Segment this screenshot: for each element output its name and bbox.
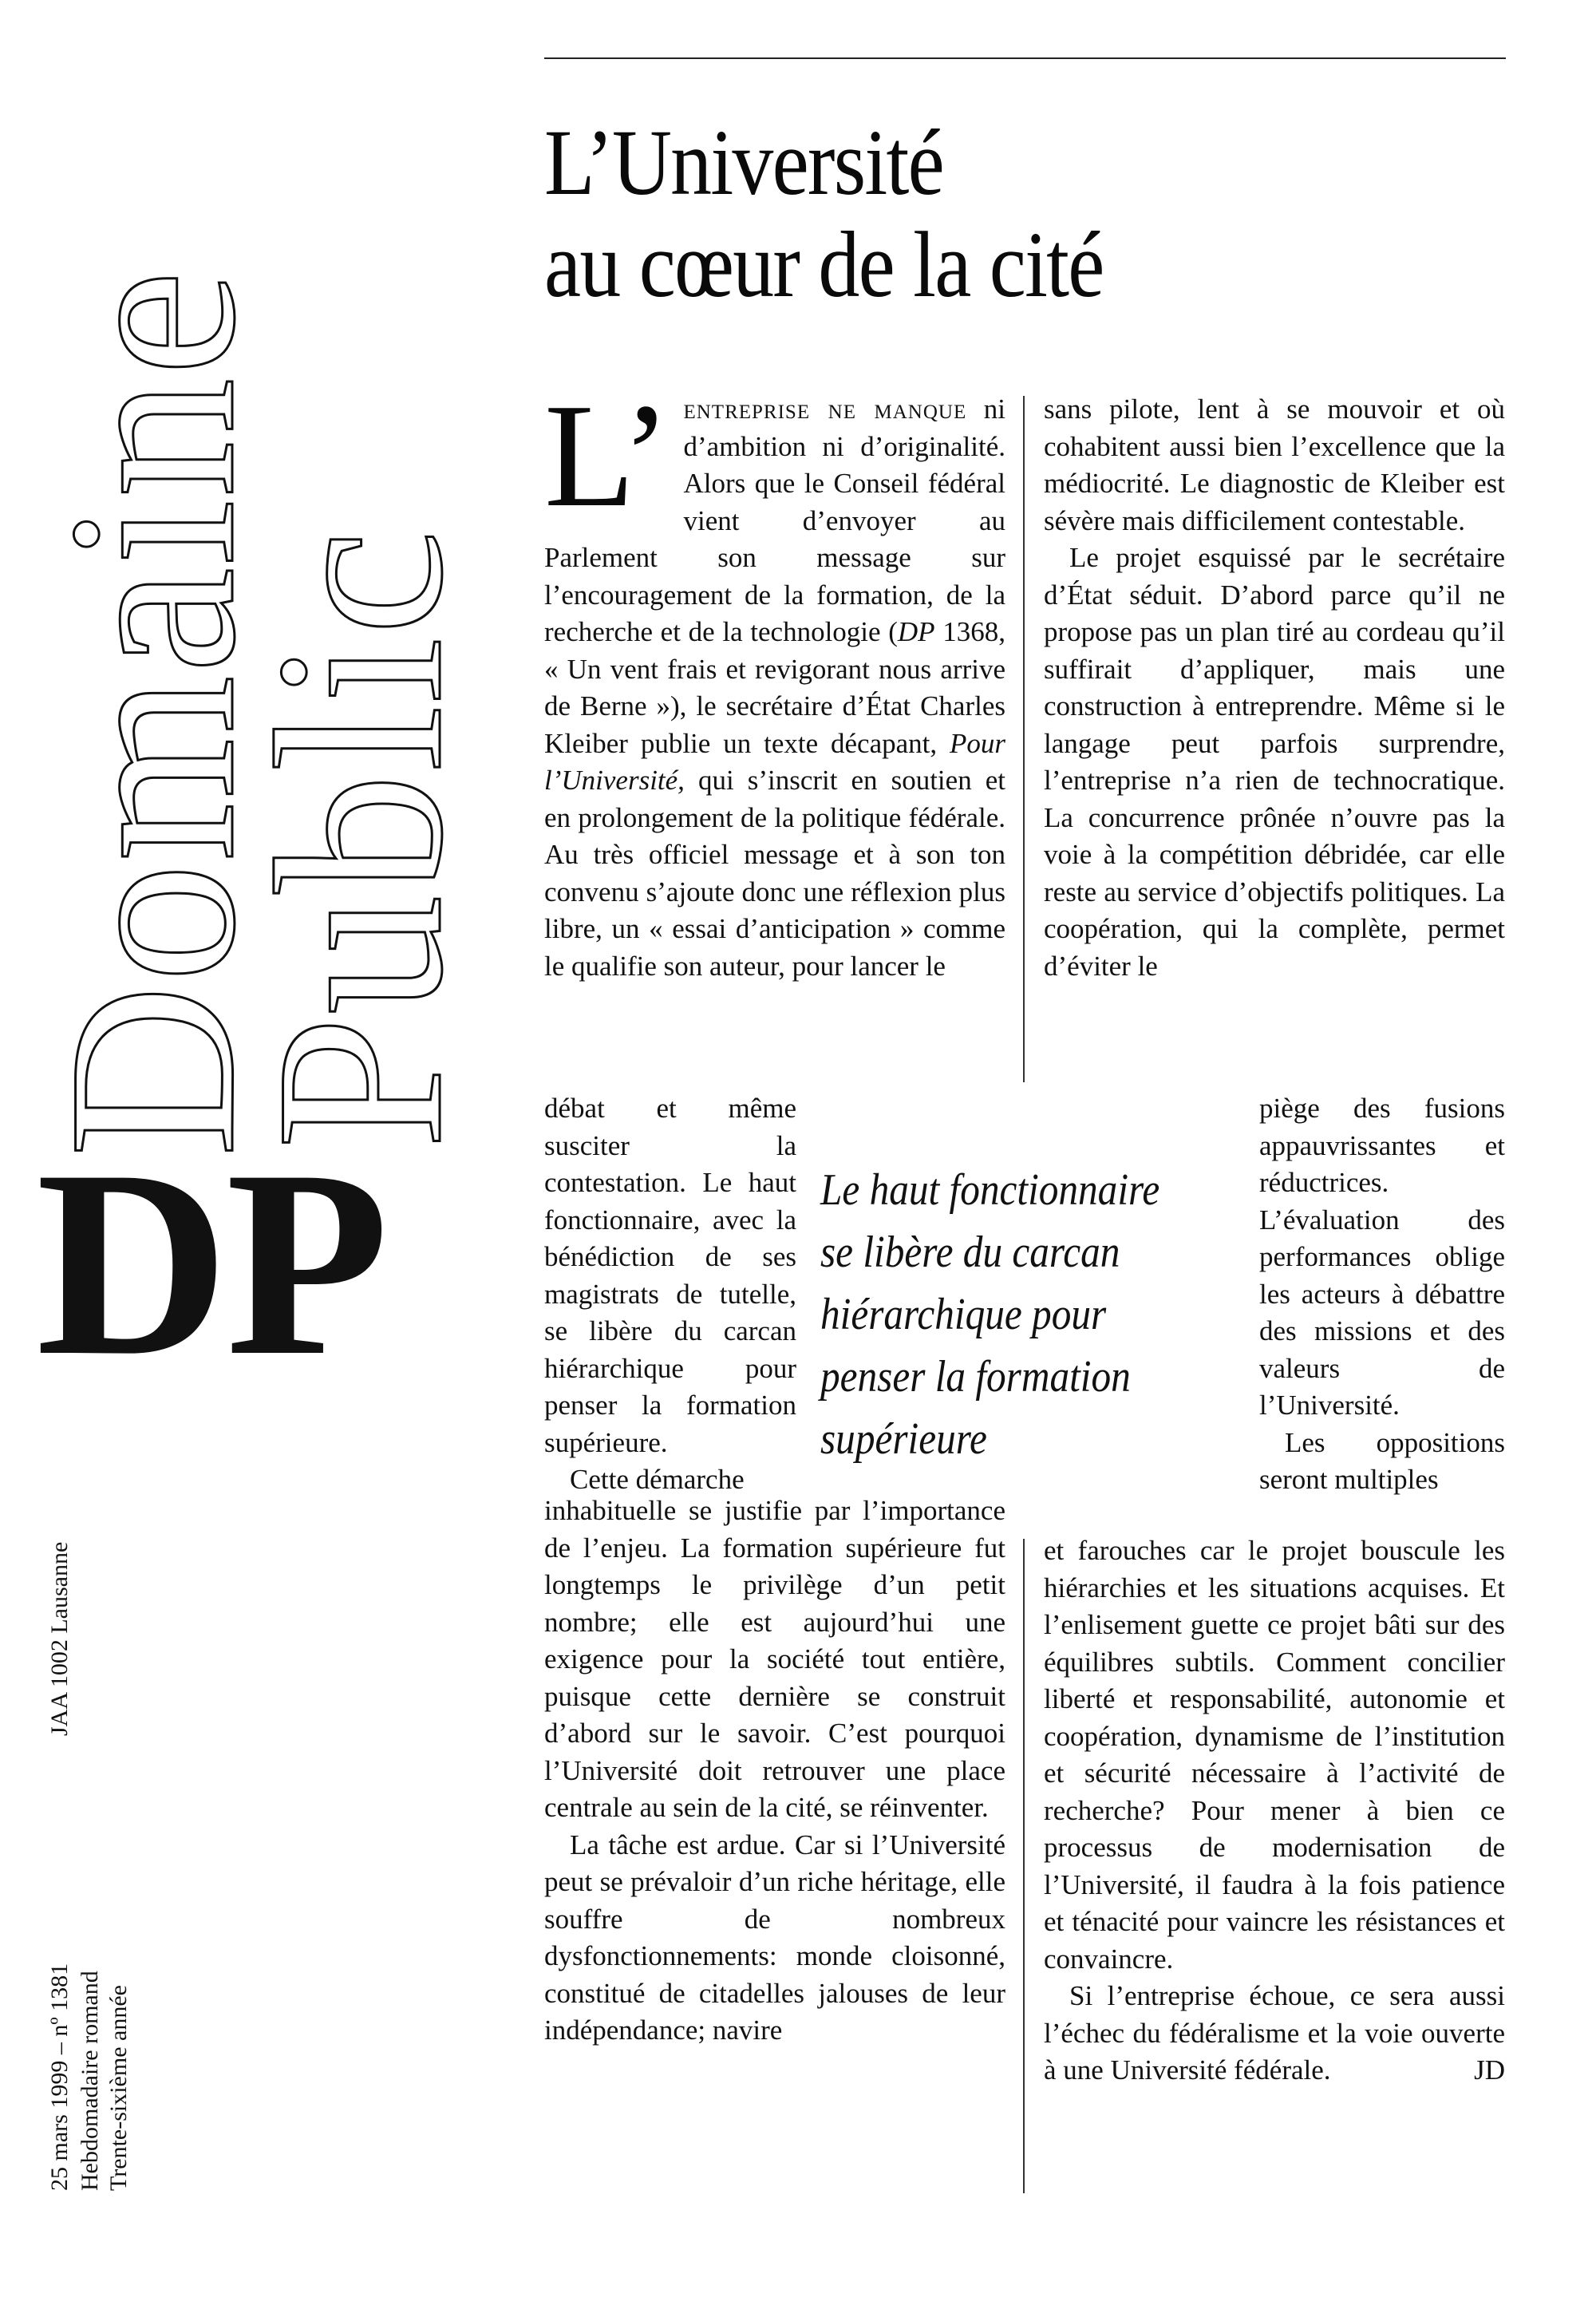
issue-date: 25 mars 1999 – nº 1381 bbox=[46, 1963, 73, 2191]
para-1-b: 1368, « Un vent frais et revigorant nous arrive de Berne »), le secrétaire d’État Charles Kleiber publie un texte décapant, bbox=[544, 616, 1005, 759]
pull-quote-line: hiérarchique pour bbox=[820, 1290, 1107, 1339]
column-2-bottom bbox=[1044, 1532, 1505, 2090]
pull-quote bbox=[820, 1159, 1199, 1470]
signature: JD bbox=[1474, 2054, 1505, 2086]
drop-cap: L’ bbox=[544, 374, 671, 538]
column-rule-top bbox=[1023, 396, 1025, 1082]
para-1-d: débat et même susciter la contestation. Le haut fonctionnaire, avec la bénédiction de ses magistrats de tutelle, se libère du carcan hiérarchique pour penser la formation supérieure. bbox=[544, 1093, 796, 1458]
para-1-book: Pour l’Université, bbox=[544, 727, 1005, 796]
para-2-a: Cette démarche bbox=[570, 1464, 745, 1495]
dp-logo: DP bbox=[36, 1115, 386, 1411]
column-2-top bbox=[1044, 391, 1505, 985]
column-1-bottom bbox=[544, 1493, 1005, 2050]
column-rule-bottom bbox=[1023, 1539, 1025, 2193]
periodicity: Hebdomadaire romand bbox=[77, 1971, 103, 2191]
column-2-middle bbox=[1259, 1090, 1505, 1499]
para-1-a: ni d’ambition ni d’originalité. Alors que le Conseil fédéral vient d’envoyer au Parlement son message sur l’encouragement de la formation, de la recherche et de la technologie ( bbox=[544, 393, 1005, 647]
para-3: La tâche est ardue. Car si l’Université peut se prévaloir d’un riche héritage, elle souffre de nombreux dysfonctionnements: monde cloisonné, constitué de citadelles jalouses de leur indépendance; navire bbox=[544, 1829, 1005, 2046]
para-2-b: inhabituelle se justifie par l’importance de l’enjeu. La formation supérieure fut longtemps le privilège d’un petit nombre; elle est aujourd’hui une exigence pour la société tout entière, puisque cette dernière se construit d’abord sur le savoir. C’est pourquoi l’Université doit retrouver une place centrale au sein de la cité, se réinventer. bbox=[544, 1495, 1005, 1823]
top-rule bbox=[544, 57, 1506, 59]
para-1-ref: DP bbox=[897, 616, 935, 647]
para-1-c: qui s’inscrit en soutien et en prolongement de la politique fédérale. Au très officiel message et à son ton convenu s’ajoute donc une réflexion plus libre, un « essai d’anticipation » comme le qualifie son auteur, pour lancer le bbox=[544, 765, 1005, 982]
title-line-1: L’Université bbox=[544, 110, 943, 215]
pull-quote-line: Le haut fonctionnaire bbox=[820, 1165, 1160, 1215]
jaa-postal-mark: JAA 1002 Lausanne bbox=[46, 1541, 73, 1736]
masthead-domaine: Domaine bbox=[19, 268, 284, 1157]
masthead-public: Public bbox=[227, 528, 492, 1149]
column-1-middle bbox=[544, 1090, 796, 1499]
para-5-b: et farouches car le projet bouscule les hiérarchies et les situations acquises. Et l’enlisement guette ce projet bâti sur des équilibres subtils. Comment concilier liberté et responsabilité, autonomie et coopération, dynamisme de l’institution et sécurité nécessaire à l’activité de recherche? Pour mener à bien ce processus de modernisation de l’Université, il faudra à la fois patience et ténacité pour vaincre les résistances et convaincre. bbox=[1044, 1535, 1505, 1975]
pull-quote-line: se libère du carcan bbox=[820, 1228, 1120, 1277]
para-4: Le projet esquissé par le secrétaire d’État séduit. D’abord parce qu’il ne propose pas un plan tiré au cordeau qu’il suffirait d’appliquer, mais une construction à entreprendre. Même si le langage peut parfois surprendre, l’entreprise n’a rien de technocratique. La concurrence prônée n’ouvre pas la voie à la compétition débridée, car elle reste au service d’objectifs politiques. La coopération, qui la complète, permet d’éviter le bbox=[1044, 542, 1505, 982]
pull-quote-line: penser la formation bbox=[820, 1352, 1131, 1402]
publication-year: Trente-sixième année bbox=[105, 1985, 132, 2191]
lead-smallcaps: entreprise ne manque bbox=[683, 393, 967, 425]
para-4-b: piège des fusions appauvrissantes et réductrices. L’évaluation des performances oblige les acteurs à débattre des missions et des valeurs de l’Université. bbox=[1259, 1093, 1505, 1421]
article-title bbox=[544, 112, 1104, 316]
para-6: Si l’entreprise échoue, ce sera aussi l’échec du fédéralisme et la voie ouverte à une Université fédérale. bbox=[1044, 1980, 1505, 2086]
para-5-a: Les oppositions seront multiples bbox=[1259, 1426, 1505, 1495]
title-line-2: au cœur de la cité bbox=[544, 212, 1104, 317]
column-1-top bbox=[544, 374, 1005, 985]
para-3-continued: sans pilote, lent à se mouvoir et où cohabitent aussi bien l’excellence que la médiocrité. Le diagnostic de Kleiber est sévère mais difficilement contestable. bbox=[1044, 393, 1505, 536]
pull-quote-line: supérieure bbox=[820, 1414, 987, 1464]
